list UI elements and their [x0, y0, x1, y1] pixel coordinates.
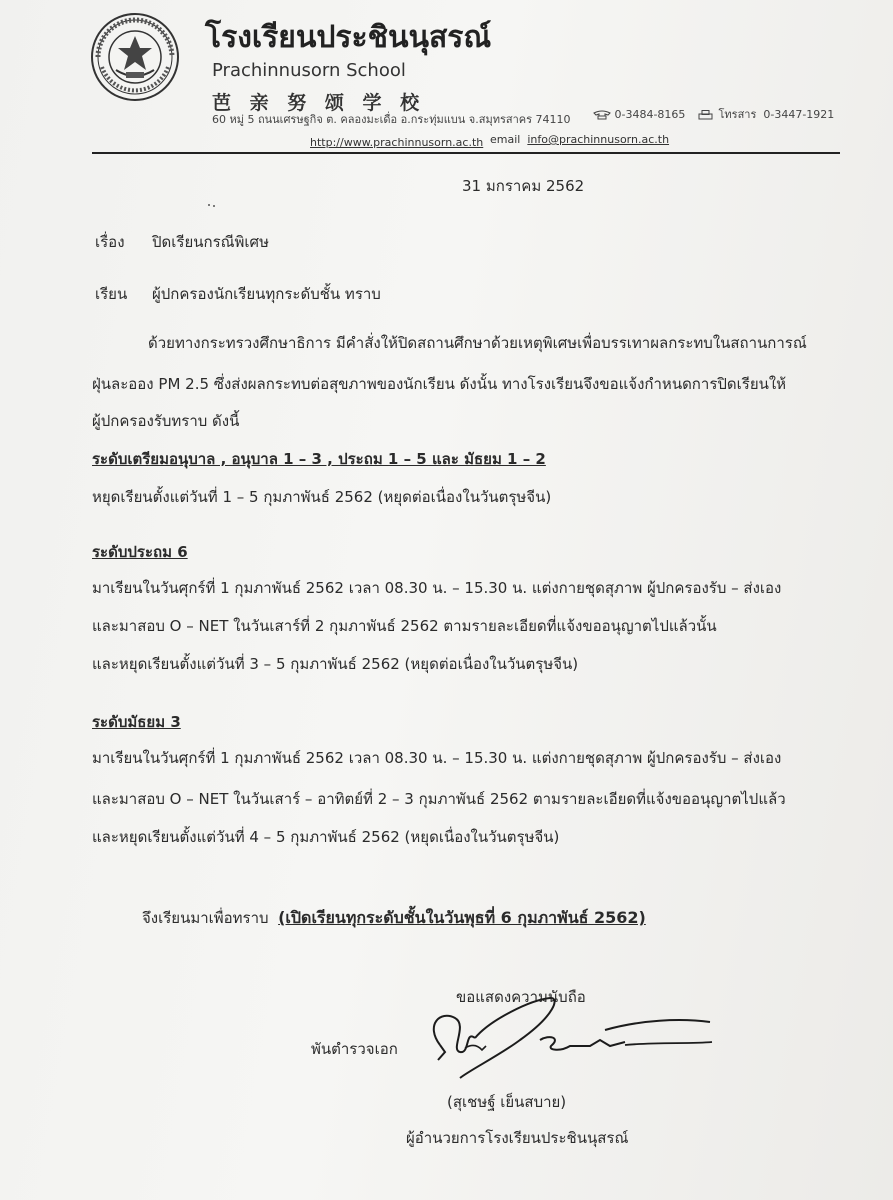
header-divider: [92, 152, 840, 154]
section-line: มาเรียนในวันศุกร์ที่ 1 กุมภาพันธ์ 2562 เวลา 08.30 น. – 15.30 น. แต่งกายชุดสุภาพ ผู้ปกครองรับ – ส่งเอง: [92, 749, 782, 767]
email-contact: [490, 133, 669, 146]
section-heading: ระดับประถม 6: [92, 543, 188, 561]
intro-line: ด้วยทางกระทรวงศึกษาธิการ มีคำสั่งให้ปิดสถานศึกษาด้วยเหตุพิเศษเพื่อบรรเทาผลกระทบในสถานการณ์: [148, 334, 807, 352]
intro-line: ผู้ปกครองรับทราบ ดังนี้: [92, 412, 240, 430]
paper-speck: [208, 204, 210, 206]
school-name-english: Prachinnusorn School: [212, 60, 406, 81]
website-link[interactable]: http://www.prachinnusorn.ac.th: [310, 136, 484, 149]
email-label: email: [490, 133, 521, 146]
school-address: 60 หมู่ 5 ถนนเศรษฐกิจ ต. คลองมะเดื่อ อ.กระทุ่มแบน จ.สมุทรสาคร 74110: [212, 113, 571, 126]
letter-date: 31 มกราคม 2562: [462, 177, 585, 195]
paper-speck: [213, 205, 215, 207]
school-name-chinese: 芭 亲 努 颂 学 校: [212, 92, 426, 114]
intro-line: ฝุ่นละออง PM 2.5 ซึ่งส่งผลกระทบต่อสุขภาพของนักเรียน ดังนั้น ทางโรงเรียนจึงขอแจ้งกำหนดการปิดเรียนให้: [92, 375, 787, 393]
phone-contact: [593, 108, 685, 121]
phone-number: 0-3484-8165: [614, 108, 686, 121]
subject-text: ปิดเรียนกรณีพิเศษ: [152, 233, 269, 251]
closing-line: [142, 906, 646, 931]
signatory-rank: พันตำรวจเอก: [311, 1040, 398, 1058]
school-seal-logo: [90, 12, 180, 102]
section-heading: ระดับเตรียมอนุบาล , อนุบาล 1 – 3 , ประถม 1 – 5 และ มัธยม 1 – 2: [92, 450, 546, 468]
recipient-text: ผู้ปกครองนักเรียนทุกระดับชั้น ทราบ: [152, 285, 381, 303]
closing-prefix: จึงเรียนมาเพื่อทราบ: [142, 909, 269, 927]
section-line: และหยุดเรียนตั้งแต่วันที่ 4 – 5 กุมภาพันธ์ 2562 (หยุดเนื่องในวันตรุษจีน): [92, 828, 560, 846]
regards-text: ขอแสดงความนับถือ: [456, 988, 586, 1006]
section-line: มาเรียนในวันศุกร์ที่ 1 กุมภาพันธ์ 2562 เวลา 08.30 น. – 15.30 น. แต่งกายชุดสุภาพ ผู้ปกครองรับ – ส่งเอง: [92, 579, 782, 597]
reopening-notice: (เปิดเรียนทุกระดับชั้นในวันพุธที่ 6 กุมภาพันธ์ 2562): [278, 908, 646, 927]
signatory-name: (สุเชษฐ์ เย็นสบาย): [447, 1093, 567, 1111]
recipient-label: เรียน: [95, 285, 128, 303]
handwritten-signature: [420, 990, 720, 1085]
signatory-position: ผู้อำนวยการโรงเรียนประชินนุสรณ์: [406, 1129, 629, 1147]
section-line: และมาสอบ O – NET ในวันเสาร์ – อาทิตย์ที่ 2 – 3 กุมภาพันธ์ 2562 ตามรายละเอียดที่แจ้งขออนุญาตไปแล้ว: [92, 790, 786, 808]
email-link[interactable]: info@prachinnusorn.ac.th: [527, 133, 670, 146]
section-line: หยุดเรียนตั้งแต่วันที่ 1 – 5 กุมภาพันธ์ 2562 (หยุดต่อเนื่องในวันตรุษจีน): [92, 488, 552, 506]
section-line: และมาสอบ O – NET ในวันเสาร์ที่ 2 กุมภาพันธ์ 2562 ตามรายละเอียดที่แจ้งขออนุญาตไปแล้วนั้น: [92, 617, 717, 635]
section-line: และหยุดเรียนตั้งแต่วันที่ 3 – 5 กุมภาพันธ์ 2562 (หยุดต่อเนื่องในวันตรุษจีน): [92, 655, 579, 673]
section-heading: ระดับมัธยม 3: [92, 713, 181, 731]
fax-contact: [697, 105, 834, 123]
fax-icon: [697, 110, 715, 120]
fax-number: 0-3447-1921: [763, 108, 835, 121]
subject-label: เรื่อง: [95, 233, 125, 251]
school-name-thai: โรงเรียนประชินนุสรณ์: [205, 20, 492, 55]
fax-label: โทรสาร: [718, 108, 757, 121]
telephone-icon: [593, 110, 611, 120]
